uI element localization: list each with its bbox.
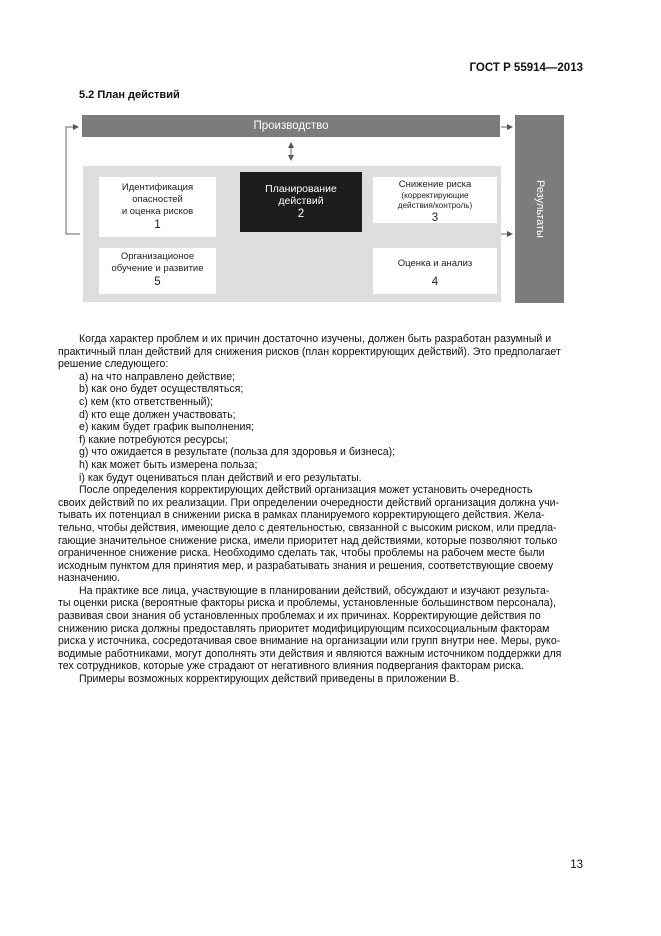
p2-line: тельно, чтобы действия, имеющие дело с деятельностью, связанной с высоким риском, или предла- bbox=[58, 521, 557, 534]
p2-line: гающие значительное снижение риска, имели приоритет над действиями, которые позволяют только bbox=[58, 534, 558, 547]
box5-line2: обучение и развитие bbox=[111, 263, 204, 274]
list-item: i) как будут оцениваться план действий и его результаты. bbox=[79, 471, 362, 484]
p3-line: водимые работниками, могут дополнять эти действия и являются важным источником поддержки для bbox=[58, 647, 562, 660]
para1-text-a: Когда характер проблем и их причин достаточно изучены, должен быть разработан разумный и bbox=[79, 333, 552, 345]
para1-line3: решение следующего: bbox=[58, 358, 169, 371]
action-plan-diagram bbox=[60, 113, 570, 308]
box1-line2: опасностей bbox=[132, 194, 183, 205]
box-action-planning bbox=[240, 172, 362, 232]
list-item: h) как может быть измерена польза; bbox=[79, 458, 258, 471]
p3-line: тех сотрудников, которые уже страдают от негативного влияния подвергания факторам риска. bbox=[58, 660, 525, 673]
p2-line: исходным пунктом для принятия мер, и разрабатывать знания и решения, соответствующие своему bbox=[58, 559, 554, 572]
list-item: d) кто еще должен участвовать; bbox=[79, 408, 236, 421]
p3-line: развивая свои знания об установленных проблемах и их причинах. Корректирующие действия по bbox=[58, 610, 541, 623]
box3-line2: (корректирующие bbox=[401, 191, 469, 200]
p2-line: После определения корректирующих действий организация может установить очередность bbox=[79, 484, 533, 497]
p3-line: ты оценки риска (вероятные факторы риска и проблемы, установленные большинством персонала), bbox=[58, 597, 557, 610]
box2-number: 2 bbox=[297, 208, 305, 220]
results-bar bbox=[515, 115, 564, 303]
list-item: e) каким будет график выполнения; bbox=[79, 421, 255, 434]
box3-line1: Снижение риска bbox=[398, 179, 472, 190]
p2-line: ограниченное снижение риска. Необходимо сделать так, чтобы проблемы на рабочем месте были bbox=[58, 547, 545, 560]
box-risk-reduction bbox=[373, 177, 497, 223]
box3-number: 3 bbox=[431, 212, 439, 224]
paragraph-4: Примеры возможных корректирующих действий приведены в приложении В. bbox=[79, 673, 460, 686]
requirements-list bbox=[79, 371, 582, 484]
section-title: 5.2 План действий bbox=[79, 89, 180, 101]
p2-line: своих действий по их реализации. При определении очередности действий организация должна учи- bbox=[58, 496, 560, 509]
box5-line1: Организационое bbox=[120, 251, 195, 262]
p2-line: тывать их потенциал в снижении риска в рамках планируемого корректирующего действия. Жела- bbox=[58, 509, 545, 522]
box4-number: 4 bbox=[431, 276, 439, 288]
paragraph-2 bbox=[58, 484, 582, 585]
box5-number: 5 bbox=[154, 276, 161, 288]
para1-line1 bbox=[79, 333, 582, 346]
box1-line1: Идентификация bbox=[121, 182, 194, 193]
box-organizational-learning bbox=[99, 248, 216, 294]
para1-line2: практичный план действий для снижения рисков (план корректирующих действий). Это предполагает bbox=[58, 345, 561, 358]
box3-line3: действия/контроль) bbox=[397, 201, 473, 210]
process-area bbox=[83, 166, 501, 302]
list-item: g) что ожидается в результате (польза для здоровья и бизнеса); bbox=[79, 446, 396, 459]
list-item: c) кем (кто ответственный); bbox=[79, 395, 214, 408]
box-evaluation bbox=[373, 248, 497, 294]
box1-number: 1 bbox=[154, 219, 161, 231]
box-hazard-identification bbox=[99, 177, 216, 237]
standard-header: ГОСТ Р 55914—2013 bbox=[469, 62, 583, 74]
list-item: a) на что направлено действие; bbox=[79, 370, 236, 383]
body-text bbox=[58, 333, 582, 686]
box1-line3: и оценка рисков bbox=[121, 206, 194, 217]
p3-line: снижению риска должны предоставлять приоритет модифицирующим психосоциальным факторам bbox=[58, 622, 550, 635]
list-item: f) какие потребуются ресурсы; bbox=[79, 433, 229, 446]
box2-line2: действий bbox=[278, 195, 324, 207]
list-item: b) как оно будет осуществляться; bbox=[79, 383, 244, 396]
page-number: 13 bbox=[570, 859, 583, 871]
results-label: Результаты bbox=[533, 180, 546, 238]
paragraph-3 bbox=[58, 584, 582, 673]
production-bar: Производство bbox=[82, 115, 500, 137]
p3-line: На практике все лица, участвующие в планировании действий, обсуждают и изучают результа- bbox=[79, 584, 550, 597]
box4-line1: Оценка и анализ bbox=[397, 258, 473, 269]
p3-line: риска у источника, сосредотачивая свое внимание на организации или групп внутри нее. Меры, руко- bbox=[58, 635, 561, 648]
box2-line1: Планирование bbox=[265, 183, 337, 195]
p2-line: назначению. bbox=[58, 572, 121, 585]
